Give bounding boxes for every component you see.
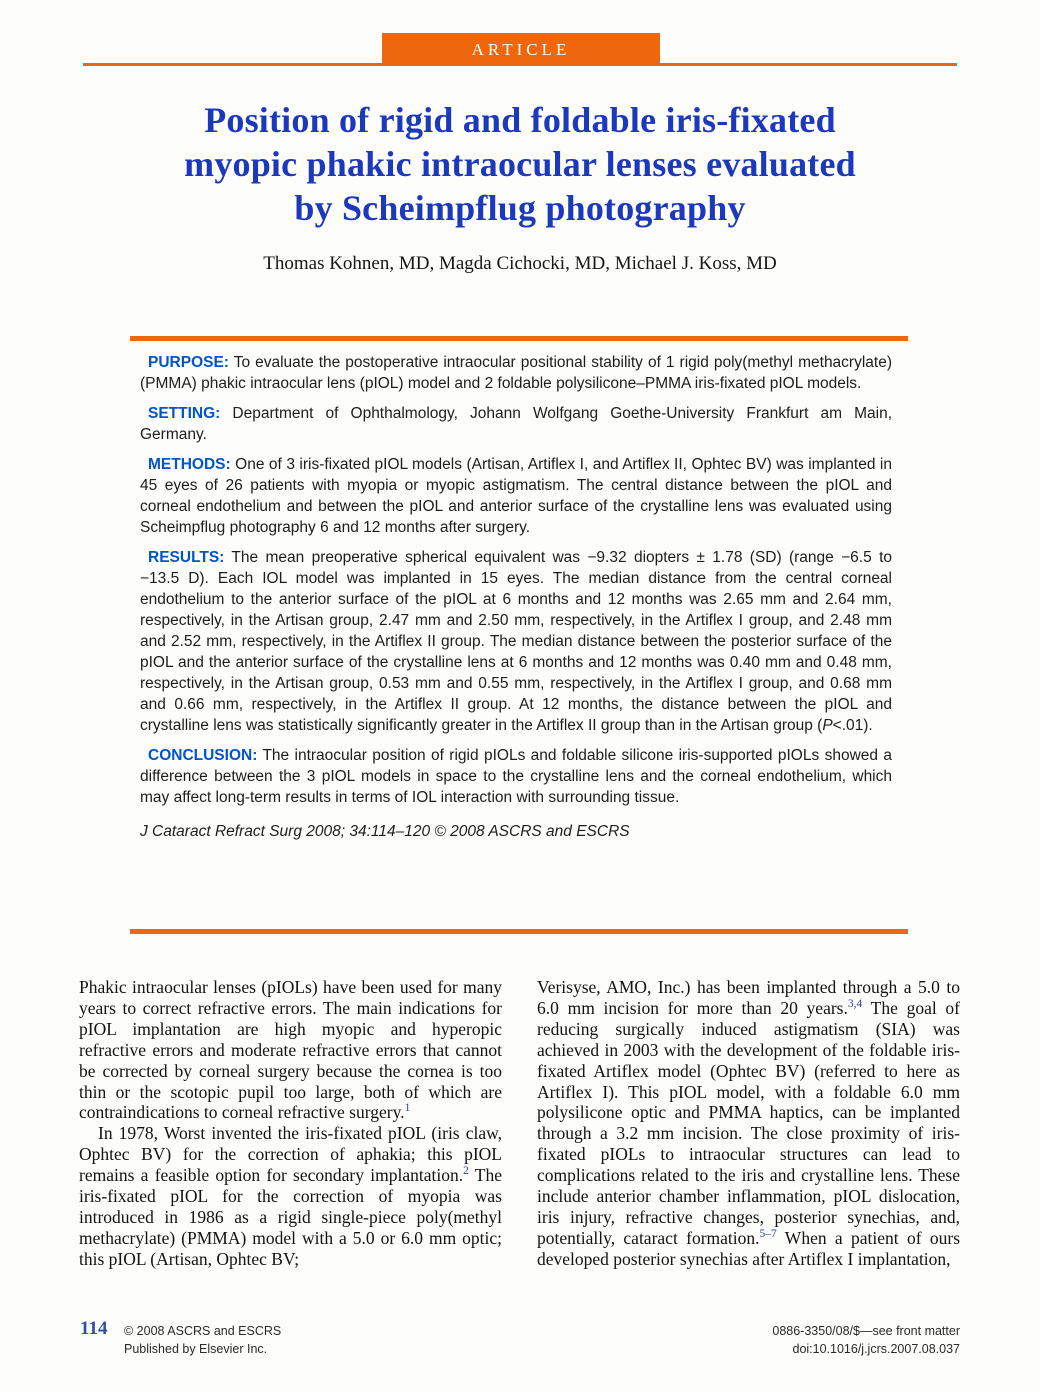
text-run: In 1978, Worst invented the iris-fixated pIOL (iris claw, Ophtec BV) for the correction of aphakia; this pIOL remains a feasible option for secondary implantation. [79,1123,502,1186]
purpose-text [140,354,892,392]
article-type-label: ARTICLE [471,39,571,59]
abstract-section [130,336,908,842]
setting-label: SETTING: [148,405,221,422]
abstract-bottom-rule [130,929,908,934]
conclusion-label: CONCLUSION: [148,747,258,764]
text-run: The intraocular position of rigid pIOLs and foldable silicone iris-supported pIOLs showed a difference between the 3 pIOL models in space to the crystalline lens and the corneal endothelium, which may affect long-term results in terms of IOL interaction with surrounding tissue. [140,747,892,806]
page-number: 114 [80,1318,108,1339]
body-paragraph [537,977,960,1270]
title-line-1: Position of rigid and foldable iris-fixated [204,100,836,140]
issn-line: 0886-3350/08/$—see front matter [772,1324,960,1338]
abstract-methods [140,454,892,538]
abstract-results [140,547,892,736]
title-line-2: myopic phakic intraocular lenses evaluated [184,144,856,184]
text-run: Department of Ophthalmology, Johann Wolfgang Goethe-University Frankfurt am Main, Germany. [140,405,892,443]
text-run: The iris-fixated pIOL for the correction of myopia was introduced in 1986 as a rigid single-piece poly(methyl methacrylate) (PMMA) model with a 5.0 or 6.0 mm optic; this pIOL (Artisan, Ophtec BV; [79,1165,502,1269]
methods-label: METHODS: [148,456,231,473]
publisher-line: Published by Elsevier Inc. [124,1342,268,1356]
text-run: The mean preoperative spherical equivalent was −9.32 diopters ± 1.78 (SD) (range −6.5 to −13.5 D). Each IOL model was implanted in 15 eyes. The median distance from the central corneal endothelium to the anterior surface of the pIOL at 6 months and 12 months was 2.65 mm and 2.64 mm, respectively, in the Artisan group, 2.47 mm and 2.50 mm, respectively, in the Artiflex I group, and 2.48 mm and 2.52 mm, respectively, in the Artiflex II group. The median distance between the posterior surface of the pIOL and the anterior surface of the crystalline lens at 6 months and 12 months was 0.40 mm and 0.48 mm, respectively, in the Artisan group, 0.53 mm and 0.55 mm, respectively, in the Artiflex I group, and 0.68 mm and 0.66 mm, respectively, in the Artiflex II group. At 12 months, the distance between the pIOL and crystalline lens was statistically significantly greater in the Artiflex II group than in the Artisan group ( [140,549,892,734]
copyright-line: © 2008 ASCRS and ESCRS [124,1324,282,1338]
journal-citation: J Cataract Refract Surg 2008; 34:114–120 © 2008 ASCRS and ESCRS [140,823,630,840]
text-run: The goal of reducing surgically induced astigmatism (SIA) was achieved in 2003 with the development of the foldable iris-fixated Artiflex model (Ophtec BV) (referred to here as Artiflex I). This pIOL model, with a foldable 6.0 mm polysilicone optic and PMMA haptics, can be implanted through a 3.2 mm incision. The close proximity of iris-fixated pIOLs to intraocular structures can lead to complications related to the iris and crystalline lens. These include anterior chamber inflammation, pIOL dislocation, iris injury, refractive changes, posterior synechias, and, potentially, cataract formation. [537,997,960,1248]
doi-line: doi:10.1016/j.jcrs.2007.08.037 [792,1342,960,1356]
body-left-column [79,977,502,1270]
page-title [60,98,980,230]
abstract-setting [140,403,892,445]
text-run: One of 3 iris-fixated pIOL models (Artisan, Artiflex I, and Artiflex II, Ophtec BV) was implanted in 45 eyes of 26 patients with myopia or myopic astigmatism. The central distance between the pIOL and corneal endothelium and between the pIOL and anterior surface of the crystalline lens was evaluated using Scheimpflug photography 6 and 12 months after surgery. [140,456,892,536]
text-run: When a patient of ours developed posterior synechias after Artiflex I implantation, [537,1227,961,1269]
abstract-conclusion [140,745,892,808]
body-right-column [537,977,960,1270]
reference-superscript: 2 [463,1165,469,1178]
results-label: RESULTS: [148,549,225,566]
setting-text [140,405,892,443]
footer-issn-doi [772,1322,960,1358]
title-line-3: by Scheimpflug photography [294,188,746,228]
text-run: P [822,717,833,734]
body-paragraph [79,977,502,1123]
reference-superscript: 1 [404,1102,411,1115]
body-paragraph [79,1123,502,1269]
authors-line: Thomas Kohnen, MD, Magda Cichocki, MD, Michael J. Koss, MD [263,253,777,274]
methods-text [140,456,892,536]
footer-copyright [124,1322,281,1358]
reference-superscript: 3,4 [847,998,863,1011]
abstract-purpose [140,352,892,394]
text-run: <.01). [832,717,873,734]
reference-superscript: 5–7 [759,1228,777,1241]
text-run: Phakic intraocular lenses (pIOLs) have been used for many years to correct refractive errors. The main indications for pIOL implantation are high myopic and hyperopic refractive errors and moderate refractive errors that cannot be corrected by corneal surgery because the cornea is too thin or the scotopic pupil too large, both of which are contraindications to corneal refractive surgery. [79,977,502,1123]
text-run: Verisyse, AMO, Inc.) has been implanted through a 5.0 to 6.0 mm incision for more than 20 years. [537,977,960,1018]
purpose-label: PURPOSE: [148,354,229,371]
article-type-banner [382,33,660,66]
results-text [140,549,892,734]
text-run: To evaluate the postoperative intraocular positional stability of 1 rigid poly(methyl methacrylate) (PMMA) phakic intraocular lens (pIOL) model and 2 foldable polysilicone–PMMA iris-fixated pIOL models. [140,354,892,392]
